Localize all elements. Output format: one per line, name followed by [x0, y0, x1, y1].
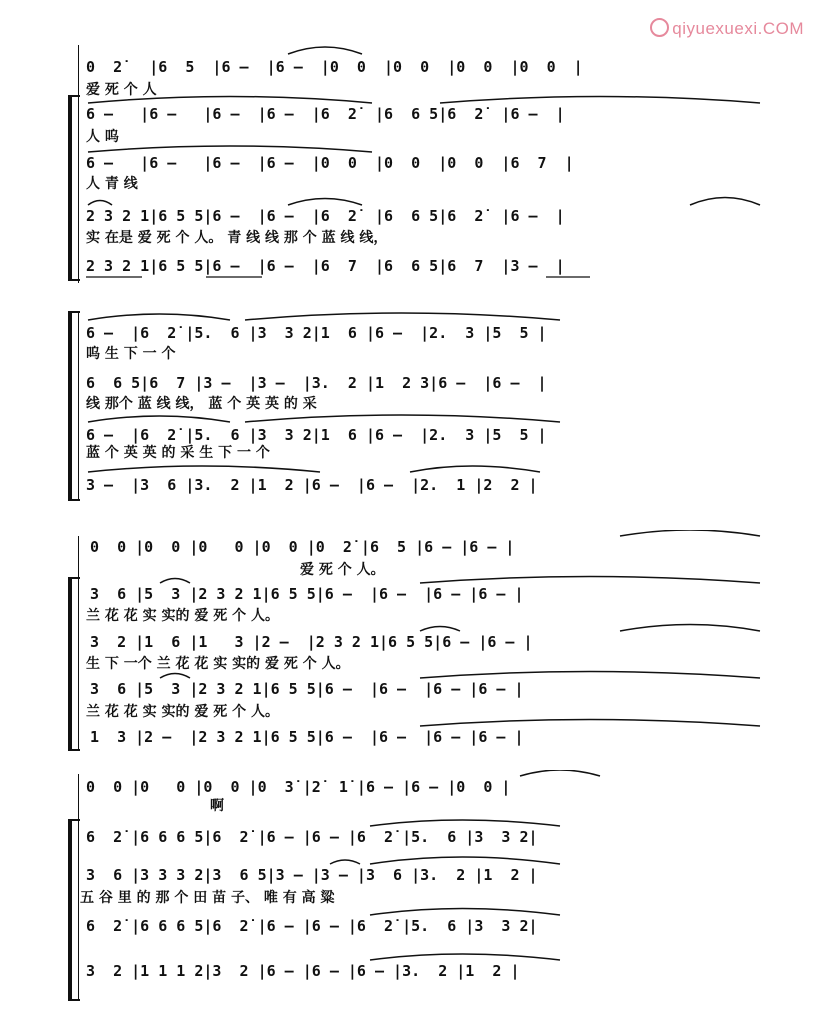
lyric-text: 人 呜 — [86, 129, 119, 145]
staff-line — [0, 255, 834, 285]
staff-line — [0, 474, 834, 504]
lyric-text: 啊 — [210, 798, 224, 814]
lyric-line — [0, 654, 834, 676]
lyric-line — [0, 80, 834, 102]
notation: 6 – |6 2̇ |5. 6 |3 3 2|1 6 |6 – |2. 3 |5 5 | — [86, 426, 547, 444]
watermark-text: qiyuexuexi.COM — [672, 19, 804, 38]
notation: 6 6 5|6 7 |3 – |3 – |3. 2 |1 2 3|6 – |6 – | — [86, 374, 547, 392]
notation: 1 3 |2 – |2 3 2 1|6 5 5|6 – |6 – |6 – |6 – | — [90, 728, 524, 746]
system-4 — [0, 770, 834, 1010]
lyric-line — [0, 174, 834, 196]
lyric-line — [0, 796, 834, 818]
staff-line — [0, 915, 834, 945]
notation: 2 3 2 1|6 5 5|6 – |6 – |6 7 |6 6 5|6 7 |3 – | — [86, 257, 565, 275]
lyric-text: 兰 花 花 实 实的 爱 死 个 人。 — [86, 608, 279, 624]
staff-line — [0, 726, 834, 756]
notation: 3 2 |1 1 1 2|3 2 |6 – |6 – |6 – |3. 2 |1 2 | — [86, 962, 520, 980]
lyric-line — [0, 560, 834, 582]
notation: 6 – |6 – |6 – |6 – |6 2̇ |6 6 5|6 2̇ |6 – | — [86, 105, 565, 123]
lyric-text: 爱 死 个 人。 — [300, 562, 385, 578]
notation: 6 – |6 2̇ |5. 6 |3 3 2|1 6 |6 – |2. 3 |5 5 | — [86, 324, 547, 342]
lyric-text: 人 青 线 — [86, 176, 138, 192]
lyric-text: 爱 死 个 人 — [86, 82, 157, 98]
lyric-line — [0, 606, 834, 628]
notation: 3 6 |3 3 3 2|3 6 5|3 – |3 – |3 6 |3. 2 |1 2 | — [86, 866, 538, 884]
notation: 0 0 |0 0 |0 0 |0 0 |0 2̇ |6 5 |6 – |6 – | — [90, 538, 515, 556]
system-3 — [0, 530, 834, 760]
notation: 0 0 |0 0 |0 0 |0 3̇ |2̇ 1̇ |6 – |6 – |0 0 | — [86, 778, 511, 796]
lyric-line — [0, 344, 834, 366]
notation: 2 3 2 1|6 5 5|6 – |6 – |6 2̇ |6 6 5|6 2̇ |6 – | — [86, 207, 565, 225]
lyric-text: 生 下 一个 兰 花 花 实 实的 爱 死 个 人。 — [86, 656, 350, 672]
staff-line — [0, 826, 834, 856]
lyric-line — [0, 443, 834, 465]
lyric-line — [0, 888, 834, 910]
lyric-text: 呜 生 下 一 个 — [86, 346, 176, 362]
lyric-line — [0, 228, 834, 250]
notation: 0 2̇ |6 5 |6 – |6 – |0 0 |0 0 |0 0 |0 0 | — [86, 58, 583, 76]
lyric-text: 蓝 个 英 英 的 采 生 下 一 个 — [86, 445, 270, 461]
lyric-line — [0, 702, 834, 724]
notation: 3 6 |5 3 |2 3 2 1|6 5 5|6 – |6 – |6 – |6 – | — [90, 585, 524, 603]
notation: 3 – |3 6 |3. 2 |1 2 |6 – |6 – |2. 1 |2 2 | — [86, 476, 538, 494]
lyric-line — [0, 127, 834, 149]
lyric-text: 兰 花 花 实 实的 爱 死 个 人。 — [86, 704, 279, 720]
staff-line — [0, 960, 834, 990]
lyric-text: 五 谷 里 的 那 个 田 苗 子、 唯 有 高 粱 — [80, 890, 335, 906]
notation: 6 – |6 – |6 – |6 – |0 0 |0 0 |0 0 |6 7 | — [86, 154, 574, 172]
notation: 6 2̇ |6 6 6 5|6 2̇ |6 – |6 – |6 2̇ |5. 6 |3 3 2| — [86, 828, 538, 846]
system-2 — [0, 300, 834, 510]
notation: 6 2̇ |6 6 6 5|6 2̇ |6 – |6 – |6 2̇ |5. 6 |3 3 2| — [86, 917, 538, 935]
lyric-text: 线 那个 蓝 线 线， 蓝 个 英 英 的 采 — [86, 396, 317, 412]
lyric-text: 实 在是 爱 死 个 人。 青 线 线 那 个 蓝 线 线， — [86, 230, 388, 246]
lyric-line — [0, 394, 834, 416]
system-1 — [0, 0, 834, 290]
notation: 3 2 |1 6 |1 3 |2 – |2 3 2 1|6 5 5|6 – |6 – | — [90, 633, 533, 651]
notation: 3 6 |5 3 |2 3 2 1|6 5 5|6 – |6 – |6 – |6 – | — [90, 680, 524, 698]
